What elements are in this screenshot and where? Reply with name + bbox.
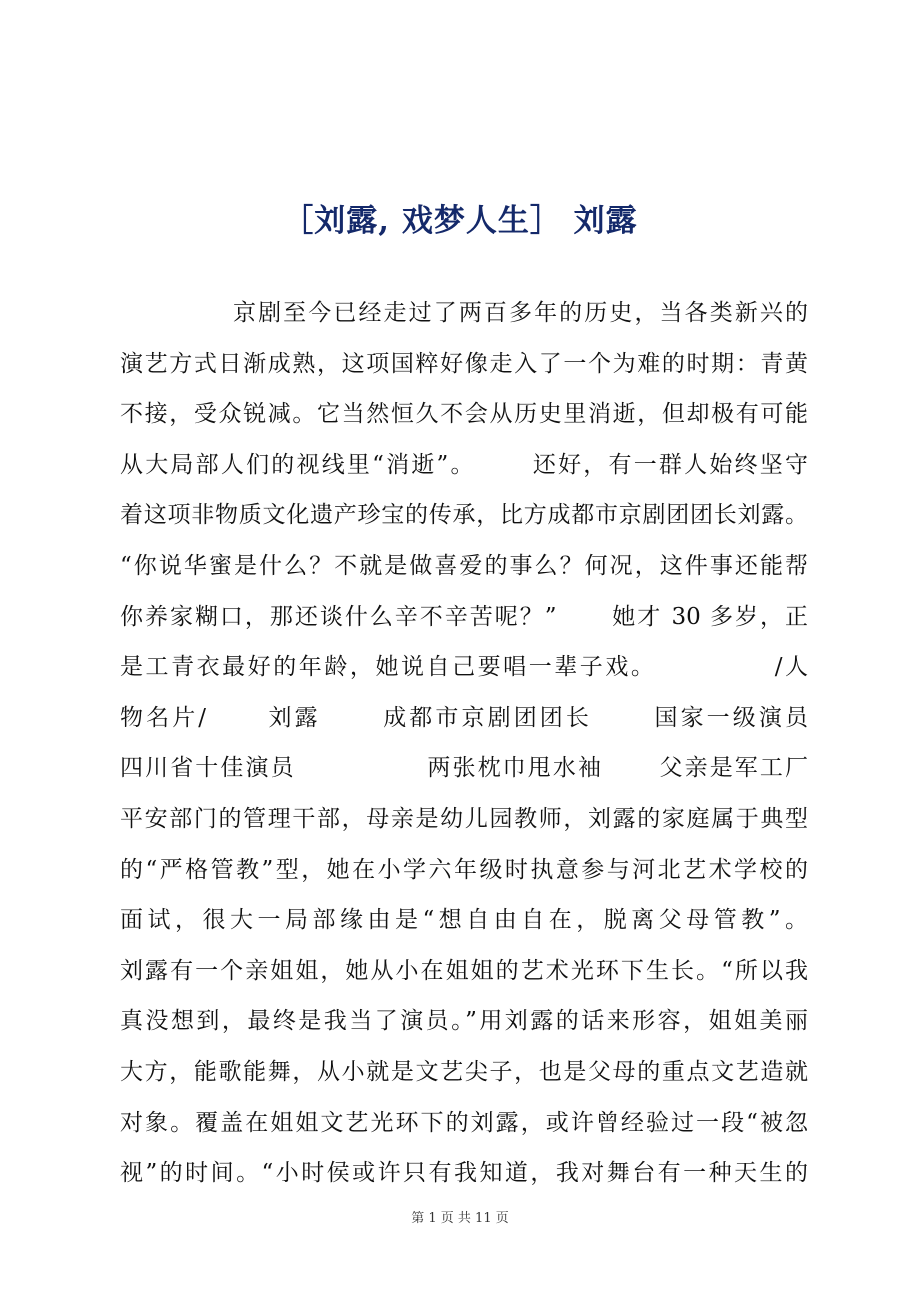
text-line: 真没想到，最终是我当了演员。”用刘露的话来形容，姐姐美丽 [120,1008,808,1035]
text-line: 的“严格管教”型，她在小学六年级时执意参与河北艺术学校的 [120,856,808,883]
text-line: 从大局部人们的视线里“消逝”。 还好，有一群人始终坚守 [120,451,808,478]
text-line: 刘露有一个亲姐姐，她从小在姐姐的艺术光环下生长。“所以我 [120,957,808,984]
page-footer: 第 1 页 共 11 页 [411,1211,509,1226]
text-line: 着这项非物质文化遗产珍宝的传承，比方成都市京剧团团长刘露。 [120,502,808,529]
text-line: 物名片/ 刘露 成都市京剧团团长 国家一级演员 [120,704,808,731]
text-line: 演艺方式日渐成熟，这项国粹好像走入了一个为难的时期：青黄 [120,350,808,377]
text-line: 视”的时间。“小时侯或许只有我知道，我对舞台有一种天生的 [120,1160,808,1187]
text-line: 你养家糊口，那还谈什么辛不辛苦呢？” 她才 30 多岁，正 [120,603,808,630]
text-line: 不接，受众锐减。它当然恒久不会从历史里消逝，但却极有可能 [120,401,808,428]
text-line: 四川省十佳演员 两张枕巾甩水袖 父亲是军工厂 [120,755,808,782]
text-line: 大方，能歌能舞，从小就是文艺尖子，也是父母的重点文艺造就 [120,1058,808,1085]
text-line: 面试，很大一局部缘由是“想自由自在，脱离父母管教”。 [120,907,808,934]
text-line: “你说华蜜是什么？不就是做喜爱的事么？何况，这件事还能帮 [120,552,808,579]
text-line: 对象。覆盖在姐姐文艺光环下的刘露，或许曾经验过一段“被忽 [120,1109,808,1136]
document-body [120,288,808,1199]
document-title: ［刘露, 戏梦人生］ 刘露 [282,203,638,239]
text-line: 京剧至今已经走过了两百多年的历史，当各类新兴的 [233,300,808,326]
text-line: 是工青衣最好的年龄，她说自己要唱一辈子戏。 /人 [120,654,808,681]
text-line: 平安部门的管理干部，母亲是幼儿园教师，刘露的家庭属于典型 [120,805,808,832]
